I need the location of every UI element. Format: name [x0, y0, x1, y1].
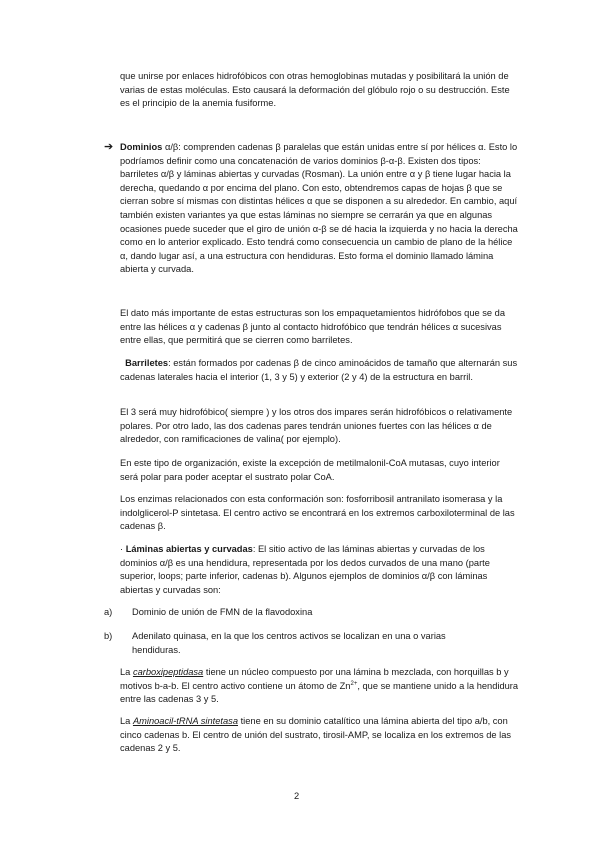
list-marker: b)	[104, 631, 113, 641]
empaquetamientos-paragraph: El dato más importante de estas estructuras son los empaquetamientos hidrófobos que se da entre las hélices α y cadenas β junto al contacto hidrofóbico que tendrán hélices α sucesivas entre ellas, que permitirá que se cierren como barriletes.	[120, 308, 506, 346]
carboxipeptidasa-term: carboxipeptidasa	[132, 667, 204, 677]
carboxi-middle: tiene un núcleo compuesto por una lámina b mezclada, con horquillas b y motivos b-a-b. El centro activo contiene un átomo de Zn	[120, 667, 509, 691]
list-marker: a)	[104, 607, 113, 617]
trna-prefix: La	[120, 716, 133, 726]
dominios-text: α/β: comprenden cadenas β paralelas que están unidas entre sí por hélices α. Esto lo podríamos definir como una concatenación de varios dominios β-α-β. Existen dos tipos: barriletes α/β y láminas abiertas y curvadas (Rosman). La unión entre α y β tiene lugar hacia la derecha, quedando α por encima del plano. Con esto, obtendremos capas de hojas β que se cierran sobre sí mismas con distintas hélices α que se disponen a su alrededor. En cambio, aquí también existen variantes ya que estas láminas no siempre se cerrarán ya que en algunas ocasiones puede suceder que el giro de unión α-β se dé hacia la izquierda y no hacia la derecha como en lo anterior explicado. Esto tendrá como consecuencia un cambio de plano de la hélice α, dando lugar así, a una estructura con hendiduras. Esto forma el dominio llamado lámina abierta y curvada.	[120, 142, 518, 275]
list-item: Dominio de unión de FMN de la flavodoxina	[132, 607, 313, 617]
hidrofobico-paragraph: El 3 será muy hidrofóbico( siempre ) y los otros dos impares serán hidrofóbicos o relativamente polares. Por otro lado, las dos cadenas pares tendrán uniones fuertes con las hélices α de alrededor, con ramificaciones de valina( por ejemplo).	[120, 407, 513, 445]
laminas-prefix: ·	[120, 544, 126, 554]
zn-charge: 2+	[350, 680, 358, 687]
page-number: 2	[294, 791, 300, 801]
laminas-text: : El sitio activo de las láminas abiertas y curvadas de los dominios α/β es una hendidura, representada por los dedos curvados de una mano (parte superior, loops; parte inferior, cadenas b). Algunos ejemplos de dominios α/β con láminas abiertas y curvadas son:	[120, 544, 490, 595]
right-arrow-icon: ➔	[104, 141, 114, 153]
metilmalonil-paragraph: En este tipo de organización, existe la excepción de metilmalonil-CoA mutasas, cuyo interior será polar para poder aceptar el sustrato polar CoA.	[120, 458, 500, 482]
barriletes-paragraph	[120, 357, 520, 384]
carboxipeptidasa-paragraph	[120, 666, 520, 707]
carboxi-prefix: La	[120, 667, 133, 677]
enzimas-paragraph: Los enzimas relacionados con esta conformación son: fosforribosil antranilato isomerasa y la indolglicerol-P sintetasa. El centro activo se encontrará en los extremos carboxiloterminal de las cadenas β.	[120, 494, 515, 532]
laminas-label: Láminas abiertas y curvadas	[125, 544, 253, 554]
barriletes-label: Barriletes	[125, 358, 169, 368]
intro-paragraph: que unirse por enlaces hidrofóbicos con otras hemoglobinas mutadas y posibilitará la unión de varias de estas moléculas. Esto causará la deformación del glóbulo rojo o su destrucción. Este es el principio de la anemia fusiforme.	[120, 71, 510, 109]
carboxi-end: , que se mantiene unido a la hendidura entre las cadenas 3 y 5.	[120, 680, 519, 705]
trna-text: tiene en su dominio catalítico una lámina abierta del tipo a/b, con cinco cadenas b. El centro de unión del sustrato, tirosil-AMP, se localiza en los extremos de las cadenas 2 y 5.	[120, 716, 512, 754]
list-item: Adenilato quinasa, en la que los centros activos se localizan en una o varias hendiduras.	[132, 631, 446, 655]
dominios-paragraph	[120, 141, 520, 277]
laminas-paragraph	[120, 543, 520, 597]
trna-paragraph	[120, 715, 520, 756]
trna-term: Aminoacil-tRNA sintetasa	[132, 716, 238, 726]
barriletes-text: : están formados por cadenas β de cinco aminoácidos de tamaño que alternarán sus cadenas laterales hacia el interior (1, 3 y 5) y exterior (2 y 4) de la estructura en barril.	[120, 358, 518, 382]
dominios-heading: Dominios	[120, 142, 163, 152]
